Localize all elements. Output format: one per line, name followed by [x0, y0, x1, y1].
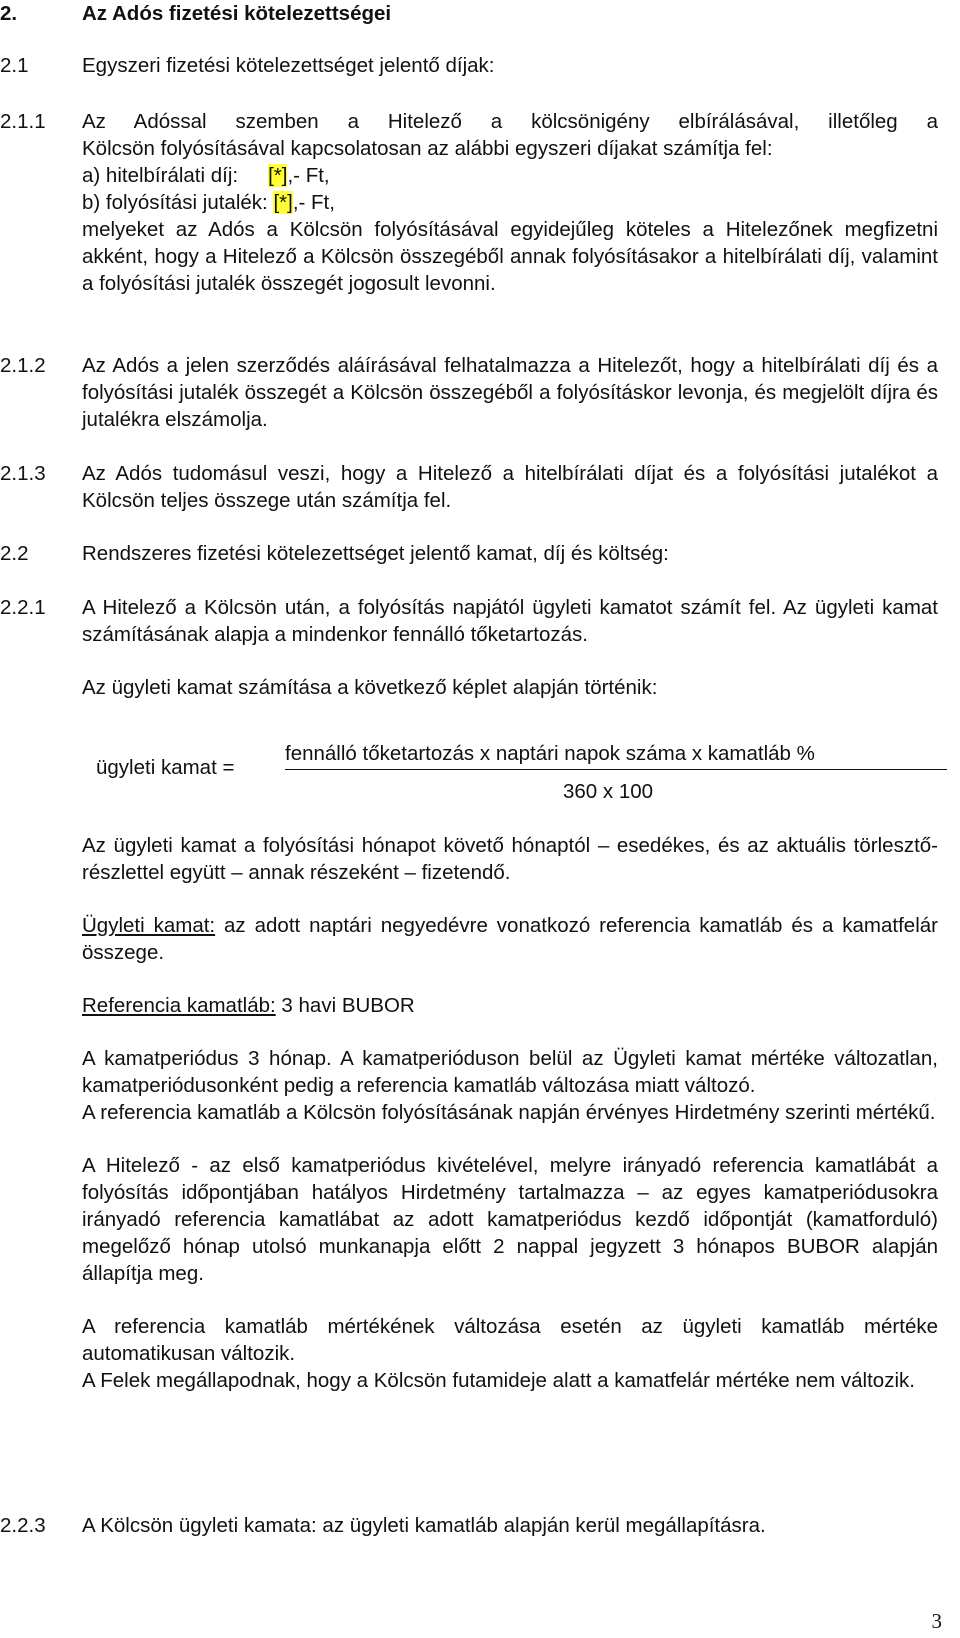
definition-text: az adott naptári negyedévre vonatkozó referencia kamatláb és a kamatfelár összege. [82, 914, 938, 964]
reference-label: Referencia kamatláb: [82, 994, 276, 1017]
fee-item-disbursement [82, 189, 938, 216]
fee-placeholder: [*] [268, 164, 288, 187]
payment-text: Az ügyleti kamat a folyósítási hónapot követő hónaptól – esedékes, és az aktuális törlesztő-részlettel együtt – annak részeként – fizetendő. [82, 834, 938, 884]
formula-intro: Az ügyleti kamat számítása a következő képlet alapján történik: [82, 676, 658, 699]
reference-rate-paragraph [82, 992, 938, 1019]
clause-number: 2.2.1 [0, 596, 46, 619]
interest-period-text: A kamatperiódus 3 hónap. A kamatperióduson belül az Ügyleti kamat mértéke változatlan, kamatperiódusonként pedig a referencia kamatláb változása miatt változó. [82, 1047, 938, 1097]
reference-rate-text: A referencia kamatláb a Kölcsön folyósításának napján érvényes Hirdetmény szerinti mértékű. [82, 1101, 936, 1124]
formula-numerator: fennálló tőketartozás x naptári napok száma x kamatláb % [285, 742, 815, 765]
section-number: 2. [0, 2, 18, 25]
fee-unit: ,- Ft, [292, 191, 335, 214]
clause-number: 2.1.3 [0, 462, 46, 485]
fee-item-appraisal [82, 162, 938, 189]
margin-text: A Felek megállapodnak, hogy a Kölcsön futamideje alatt a kamatfelár mértéke nem változik. [82, 1369, 915, 1392]
clause-text: A Hitelező a Kölcsön után, a folyósítás napjától ügyleti kamatot számít fel. Az ügyleti kamat számításának alapja a mindenkor fennálló tőketartozás. [82, 596, 938, 646]
formula-denominator: 360 x 100 [563, 780, 654, 803]
subsection-title: Egyszeri fizetési kötelezettséget jelentő díjak: [82, 54, 495, 77]
page-number: 3 [931, 1609, 942, 1633]
subsection-title: Rendszeres fizetési kötelezettséget jelentő kamat, díj és költség: [82, 542, 669, 565]
clause-text: melyeket az Adós a Kölcsön folyósításával egyidejűleg köteles a Hitelezőnek megfizetni akként, hogy a Hitelező a Kölcsön összegéből annak folyósításakor a hitelbírálati díj, valamint a folyósítási jutalék összegét jogosult levonni. [82, 218, 938, 295]
fee-label: b) folyósítási jutalék: [82, 191, 268, 214]
reference-text: 3 havi BUBOR [275, 994, 415, 1017]
fee-placeholder: [*] [273, 191, 293, 214]
clause-line: Kölcsön folyósításával kapcsolatosan az alábbi egyszeri díjakat számítja fel: [82, 137, 773, 160]
creditor-text: A Hitelező - az első kamatperiódus kivételével, melyre irányadó referencia kamatlábát a folyósítás időpontjában hatályos Hirdetmény tartalmazza – az egyes kamatperiódusokra irányadó referencia kamatlábat az adott kamatperiódus kezdő időpontját (kamatforduló) megelőző hónap utolsó munkanapja előtt 2 nappal jegyzett 3 hónapos BUBOR alapján állapítja meg. [82, 1154, 938, 1285]
clause-text: Az Adós a jelen szerződés aláírásával felhatalmazza a Hitelezőt, hogy a hitelbírálati díj és a folyósítási jutalék összegét a Kölcsön összegéből a folyósításkor levonja, és megjelölt díjra és jutalékra elszámolja. [82, 354, 938, 431]
clause-number: 2.2.3 [0, 1514, 46, 1537]
clause-line: Az Adóssal szemben a Hitelező a kölcsönigény elbírálásával, illetőleg a [82, 110, 938, 133]
section-title: Az Adós fizetési kötelezettségei [82, 2, 392, 25]
clause-text: A Kölcsön ügyleti kamata: az ügyleti kamatláb alapján kerül megállapításra. [82, 1514, 766, 1537]
rate-change-text: A referencia kamatláb mértékének változása esetén az ügyleti kamatláb mértéke automatikusan változik. [82, 1315, 938, 1365]
clause-number: 2.1.1 [0, 110, 46, 133]
subsection-number: 2.1 [0, 54, 29, 77]
subsection-number: 2.2 [0, 542, 29, 565]
definition-paragraph [82, 912, 938, 966]
fraction-bar [285, 769, 947, 770]
clause-number: 2.1.2 [0, 354, 46, 377]
clause-text: Az Adós tudomásul veszi, hogy a Hitelező a hitelbírálati díjat és a folyósítási jutalékot a Kölcsön teljes összege után számítja fel. [82, 462, 938, 512]
fee-unit: ,- Ft, [287, 164, 330, 187]
definition-label: Ügyleti kamat: [82, 914, 216, 937]
fee-label: a) hitelbírálati díj: [82, 164, 239, 187]
formula-lhs: ügyleti kamat = [96, 756, 235, 779]
